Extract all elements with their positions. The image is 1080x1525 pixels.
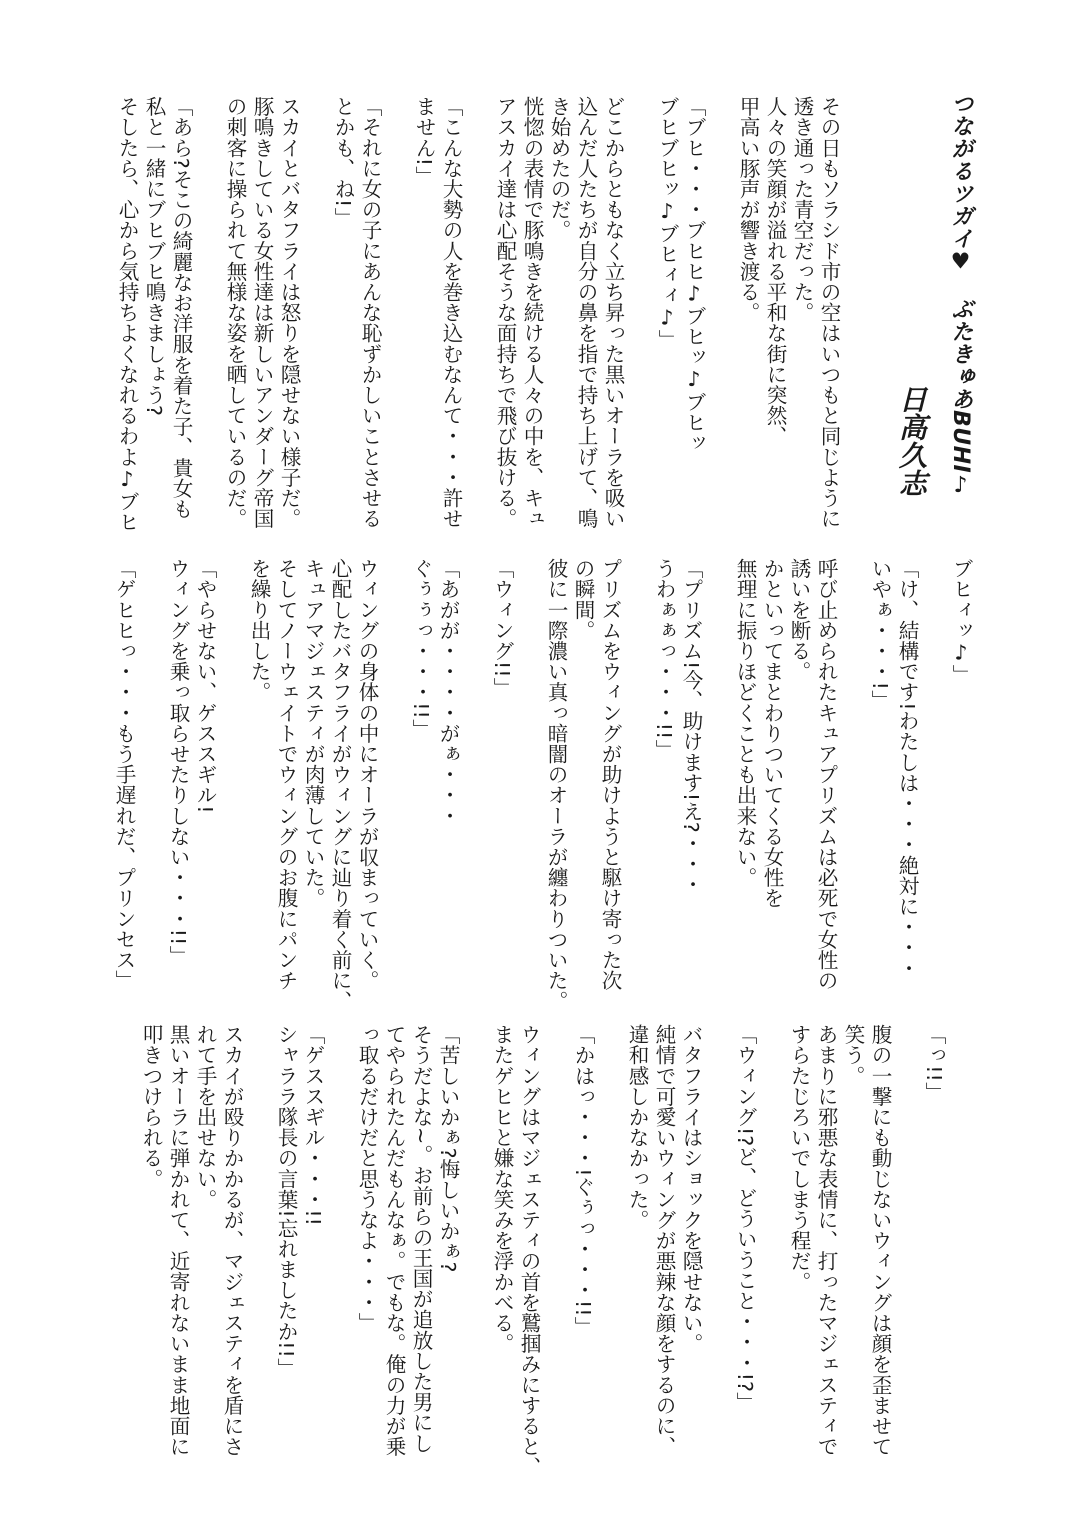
story-title: つながるツガイ♥ ぶたきゅあBUHI♪: [948, 92, 973, 499]
text-line: 「こんな大勢の人を巻き込むなんて・・・許せ: [439, 96, 463, 529]
text-line: ブヒィッ♪」: [949, 558, 973, 685]
text-line: 「ウィング!?ど、どういうこと・・・!?」: [733, 1024, 757, 1413]
text-line: スカイが殴りかかるが、マジェスティを盾にさ: [220, 1024, 244, 1457]
text-line: 心配したバタフライがウィングに辿り着く前に、: [328, 558, 352, 1012]
text-line: いやぁ・・・!」: [868, 558, 892, 711]
text-line: 人々の笑顔が溢れる平和な街に突然、: [763, 96, 787, 447]
text-line: 「あがが・・・・がぁ・・・: [436, 558, 460, 826]
text-line: ウィングを乗っ取らせたりしない・・・!!」: [166, 558, 190, 966]
text-line: ブヒブヒッ♪ブヒィィ♪」: [655, 96, 679, 350]
text-line: [596, 1024, 623, 1484]
text-tier-middle: [110, 558, 974, 1018]
text-line: [704, 558, 731, 1018]
text-line: [383, 96, 410, 556]
text-line: 「苦しいかぁ?悔しいかぁ?: [436, 1024, 460, 1273]
text-line: その日もソラシド市の空はいつもと同じように: [817, 96, 841, 529]
text-line: [218, 558, 245, 1018]
text-line: アスカイ達は心配そうな面持ちで飛び抜ける。: [493, 96, 517, 529]
text-line: ぐぅぅっ・・・!!」: [409, 558, 433, 740]
text-line: 「ウィング!!」: [490, 558, 514, 699]
text-line: の刺客に操られて無様な姿を晒しているのだ。: [223, 96, 247, 529]
text-line: そうだよな~。お前らの王国が追放した男にし: [409, 1024, 433, 1454]
text-line: 黒いオーラに弾かれて、近寄れないまま地面に: [166, 1024, 190, 1457]
text-line: [194, 96, 221, 556]
text-line: 私と一緒にブヒブヒ鳴きましょう?: [142, 96, 166, 416]
text-line: シャララ隊長の言葉!忘れましたか!!」: [274, 1024, 298, 1379]
text-line: 甲高い豚声が響き渡る。: [736, 96, 760, 323]
text-line: 込んだ人たちが自分の鼻を指で持ち上げて、鳴: [574, 96, 598, 529]
text-line: 腹の一撃にも動じないウィングは顔を歪ませて: [868, 1024, 892, 1457]
text-line: 笑う。: [841, 1024, 865, 1086]
text-line: [326, 1024, 353, 1484]
text-line: 「ブヒ・・・ブヒヒ♪ブヒッ♪ブヒッ: [682, 96, 706, 453]
text-line: 呼び止められたキュアプリズムは必死で女性の: [814, 558, 838, 991]
text-line: [704, 1024, 731, 1484]
text-line: [758, 1024, 785, 1484]
text-line: キュアマジェスティが肉薄していた。: [301, 558, 325, 909]
text-line: [461, 1024, 488, 1484]
author-name: 日高久志: [895, 385, 928, 497]
text-line: 「かはっ・・・!ぐぅっ・・・!!」: [571, 1024, 595, 1338]
text-line: 「やらせない、ゲススギル!: [193, 558, 217, 814]
text-line: ウィングの身体の中にオーラが収まっていく。: [355, 558, 379, 991]
text-line: そしたら、心から気持ちよくなれるわよ♪ブヒ: [115, 96, 139, 532]
text-line: [626, 96, 653, 556]
text-line: 誘いを断る。: [787, 558, 811, 682]
text-line: 「プリズム!今、助けます!え?・・・: [679, 558, 703, 895]
text-line: 「っ!!」: [922, 1024, 946, 1103]
text-line: [893, 1024, 920, 1484]
text-line: [464, 96, 491, 556]
text-line: [839, 558, 866, 1018]
text-line: [920, 558, 947, 1018]
text-line: [245, 1024, 272, 1484]
text-line: ウィングはマジェスティの首を鷲掴みにすると、: [517, 1024, 541, 1478]
text-line: 「け、結構です!わたしは・・・絶対に・・・: [895, 558, 919, 979]
text-line: 透き通った青空だった。: [790, 96, 814, 323]
text-line: [623, 558, 650, 1018]
text-line: [302, 96, 329, 556]
text-line: 「あら?そこの綺麗なお洋服を着た子、貴女も: [169, 96, 193, 519]
text-tier-bottom: [137, 1024, 974, 1484]
text-line: れて手を出せない。: [193, 1024, 217, 1210]
text-line: どこからともなく立ち昇った黒いオーラを吸い: [601, 96, 625, 529]
text-line: スカイとバタフライは怒りを隠せない様子だ。: [277, 96, 301, 529]
text-line: [707, 96, 734, 556]
text-line: またゲヒヒと嫌な笑みを浮かべる。: [490, 1024, 514, 1354]
text-line: 「それに女の子にあんな恥ずかしいことさせる: [358, 96, 382, 529]
text-line: 純情で可愛いウィングが悪辣な顔をするのに、: [652, 1024, 676, 1457]
text-line: バタフライはショックを隠せない。: [679, 1024, 703, 1354]
text-line: [137, 558, 164, 1018]
text-line: 違和感しかなかった。: [625, 1024, 649, 1230]
text-line: を繰り出した。: [247, 558, 271, 703]
text-line: うわぁぁっ・・・!!」: [652, 558, 676, 760]
text-line: そしてノーウェイトでウィングのお腹にパンチ: [274, 558, 298, 991]
text-line: てやられたんだもんなぁ。でもな。俺の力が乗: [382, 1024, 406, 1457]
text-tier-top: [113, 96, 842, 556]
text-line: [542, 1024, 569, 1484]
text-line: すらたじろいでしまう程だ。: [787, 1024, 811, 1292]
text-line: [461, 558, 488, 1018]
text-line: 無理に振りほどくことも出来ない。: [733, 558, 757, 888]
text-line: っ取るだけだと思うなよ・・・」: [355, 1024, 379, 1333]
text-line: 彼に一際濃い真っ暗闇のオーラが纏わりついた。: [544, 558, 568, 1012]
text-line: かといってまとわりついてくる女性を: [760, 558, 784, 909]
text-line: 「ゲヒヒっ・・・もう手遅れだ、プリンセス」: [112, 558, 136, 991]
text-line: [947, 1024, 974, 1484]
text-line: の瞬間。: [571, 558, 595, 641]
text-line: 豚鳴きしている女性達は新しいアンダーグ帝国: [250, 96, 274, 529]
text-line: き始めたのだ。: [547, 96, 571, 241]
text-line: あまりに邪悪な表情に、打ったマジェスティで: [814, 1024, 838, 1457]
text-line: プリズムをウィングが助けようと駆け寄った次: [598, 558, 622, 991]
text-line: 恍惚の表情で豚鳴きを続ける人々の中を、キュ: [520, 96, 544, 529]
text-line: [515, 558, 542, 1018]
text-line: [380, 558, 407, 1018]
text-line: ません!」: [412, 96, 436, 187]
text-line: とかも、ね!」: [331, 96, 355, 228]
text-line: 「ゲススギル・・・!!: [301, 1024, 325, 1226]
text-line: 叩きつけられる。: [139, 1024, 163, 1189]
